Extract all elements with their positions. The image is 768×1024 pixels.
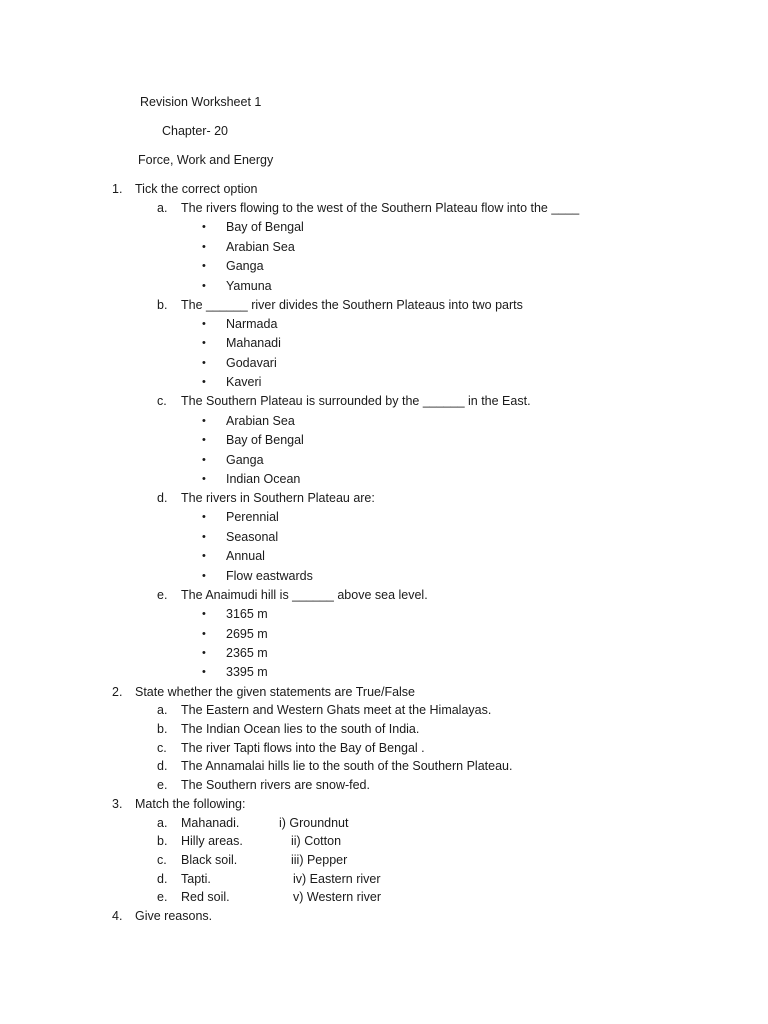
bullet-icon: • bbox=[202, 376, 206, 388]
q1a-option-1: Bay of Bengal bbox=[226, 220, 304, 234]
subject-title: Force, Work and Energy bbox=[138, 153, 274, 167]
q3-item-label: c. bbox=[157, 853, 167, 867]
q3-item-right: iii) Pepper bbox=[291, 853, 348, 867]
q1b-option-2: Mahanadi bbox=[226, 336, 281, 350]
q1a-option-3: Ganga bbox=[226, 259, 264, 273]
q1a-label: a. bbox=[157, 201, 168, 215]
bullet-icon: • bbox=[202, 241, 206, 253]
question-2-text: State whether the given statements are True/False bbox=[135, 685, 416, 699]
bullet-icon: • bbox=[202, 221, 206, 233]
bullet-icon: • bbox=[202, 628, 206, 640]
bullet-icon: • bbox=[202, 511, 206, 523]
q3-item-label: d. bbox=[157, 872, 168, 886]
q3-item-right: i) Groundnut bbox=[279, 816, 349, 830]
q1b-text: The ______ river divides the Southern Plateaus into two parts bbox=[181, 298, 523, 312]
q1a-option-4: Yamuna bbox=[226, 279, 272, 293]
q1d-option-4: Flow eastwards bbox=[226, 569, 313, 583]
q2-item-label: b. bbox=[157, 722, 168, 736]
bullet-icon: • bbox=[202, 531, 206, 543]
bullet-icon: • bbox=[202, 647, 206, 659]
q1c-option-2: Bay of Bengal bbox=[226, 433, 304, 447]
bullet-icon: • bbox=[202, 318, 206, 330]
q1e-label: e. bbox=[157, 588, 168, 602]
bullet-icon: • bbox=[202, 666, 206, 678]
question-4-text: Give reasons. bbox=[135, 909, 213, 923]
q1b-option-3: Godavari bbox=[226, 356, 277, 370]
q1c-text: The Southern Plateau is surrounded by the ______ in the East. bbox=[181, 394, 531, 408]
q1e-option-3: 2365 m bbox=[226, 646, 268, 660]
q1e-option-1: 3165 m bbox=[226, 607, 268, 621]
q3-item-label: e. bbox=[157, 890, 168, 904]
bullet-icon: • bbox=[202, 473, 206, 485]
q2-item-label: a. bbox=[157, 703, 168, 717]
q1d-text: The rivers in Southern Plateau are: bbox=[181, 491, 375, 505]
q3-item-left: Tapti. bbox=[181, 872, 211, 886]
bullet-icon: • bbox=[202, 550, 206, 562]
q2-item-text: The river Tapti flows into the Bay of Bengal . bbox=[181, 741, 425, 755]
q3-item-label: a. bbox=[157, 816, 168, 830]
q1c-label: c. bbox=[157, 394, 167, 408]
question-4-number: 4. bbox=[112, 909, 123, 923]
bullet-icon: • bbox=[202, 608, 206, 620]
q1d-option-1: Perennial bbox=[226, 510, 279, 524]
q1d-label: d. bbox=[157, 491, 168, 505]
q1a-text: The rivers flowing to the west of the Southern Plateau flow into the ____ bbox=[181, 201, 580, 215]
q1b-option-4: Kaveri bbox=[226, 375, 262, 389]
q1d-option-3: Annual bbox=[226, 549, 265, 563]
bullet-icon: • bbox=[202, 357, 206, 369]
question-3-text: Match the following: bbox=[135, 797, 246, 811]
q2-item-text: The Southern rivers are snow-fed. bbox=[181, 778, 370, 792]
q2-item-label: e. bbox=[157, 778, 168, 792]
q3-item-left: Black soil. bbox=[181, 853, 238, 867]
q3-item-right: iv) Eastern river bbox=[293, 872, 381, 886]
q3-item-left: Mahanadi. bbox=[181, 816, 240, 830]
q2-item-text: The Indian Ocean lies to the south of India. bbox=[181, 722, 420, 736]
q3-item-left: Red soil. bbox=[181, 890, 230, 904]
bullet-icon: • bbox=[202, 454, 206, 466]
q1c-option-3: Ganga bbox=[226, 453, 264, 467]
q1e-option-2: 2695 m bbox=[226, 627, 268, 641]
q3-item-label: b. bbox=[157, 834, 168, 848]
bullet-icon: • bbox=[202, 415, 206, 427]
question-1-number: 1. bbox=[112, 182, 123, 196]
bullet-icon: • bbox=[202, 280, 206, 292]
question-2-number: 2. bbox=[112, 685, 123, 699]
q1e-text: The Anaimudi hill is ______ above sea level. bbox=[181, 588, 428, 602]
question-1-text: Tick the correct option bbox=[135, 182, 258, 196]
q1b-label: b. bbox=[157, 298, 168, 312]
q1d-option-2: Seasonal bbox=[226, 530, 279, 544]
q1c-option-1: Arabian Sea bbox=[226, 414, 295, 428]
q3-item-left: Hilly areas. bbox=[181, 834, 243, 848]
worksheet-title: Revision Worksheet 1 bbox=[140, 95, 262, 109]
q1b-option-1: Narmada bbox=[226, 317, 278, 331]
q3-item-right: ii) Cotton bbox=[291, 834, 342, 848]
q2-item-label: c. bbox=[157, 741, 167, 755]
chapter-label: Chapter- 20 bbox=[162, 124, 229, 138]
q1a-option-2: Arabian Sea bbox=[226, 240, 295, 254]
q2-item-text: The Eastern and Western Ghats meet at the Himalayas. bbox=[181, 703, 492, 717]
q3-item-right: v) Western river bbox=[293, 890, 381, 904]
bullet-icon: • bbox=[202, 434, 206, 446]
q2-item-text: The Annamalai hills lie to the south of the Southern Plateau. bbox=[181, 759, 513, 773]
q1c-option-4: Indian Ocean bbox=[226, 472, 301, 486]
bullet-icon: • bbox=[202, 337, 206, 349]
bullet-icon: • bbox=[202, 570, 206, 582]
q1e-option-4: 3395 m bbox=[226, 665, 268, 679]
bullet-icon: • bbox=[202, 260, 206, 272]
q2-item-label: d. bbox=[157, 759, 168, 773]
question-3-number: 3. bbox=[112, 797, 123, 811]
